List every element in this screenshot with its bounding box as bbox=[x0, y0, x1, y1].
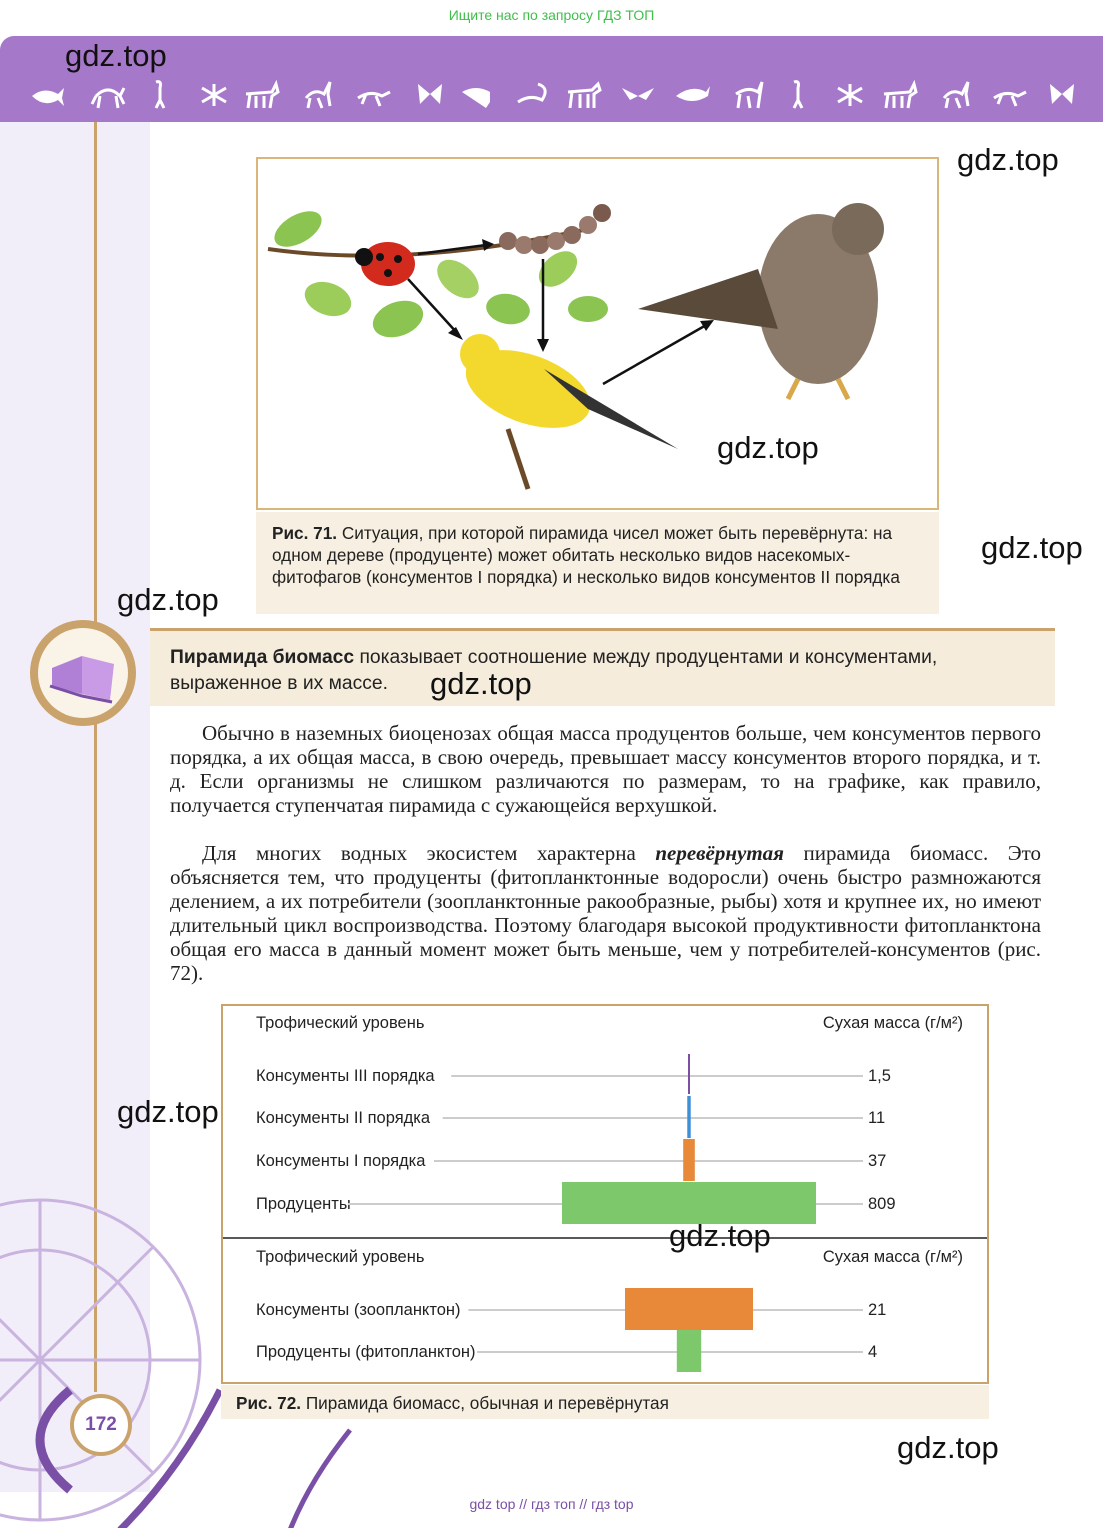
horse-icon bbox=[568, 84, 600, 108]
branch-with-leaves bbox=[268, 204, 608, 344]
dolphin-icon bbox=[676, 86, 710, 101]
category-label: Консументы (зоопланктон) bbox=[256, 1301, 461, 1319]
fish-icon bbox=[32, 88, 64, 106]
page-number: 172 bbox=[74, 1398, 128, 1452]
watermark: gdz.top bbox=[897, 1430, 999, 1465]
paragraph-2-end: пирамида биомасс. Это объясняется тем, что продуценты (фитопланктонные водоросли) очень быстро размножаются делением, а их потребители (зоопланктонные ракообразные, рыбы) хотя и крупнее их, но имеют длительный цикл воспроизводства. Поэтому благодаря высокой продуктивности фитопланктона общая его масса в данный момент может быть меньше, чем у потребителей-консументов (рис. 72). bbox=[170, 841, 1041, 985]
watermark: gdz.top bbox=[669, 1218, 771, 1253]
category-label: Консументы I порядка bbox=[256, 1152, 426, 1170]
top-banner: Ищите нас по запросу ГДЗ ТОП bbox=[448, 7, 655, 23]
watermark: gdz.top bbox=[957, 142, 1059, 177]
insect-icon bbox=[202, 84, 226, 106]
definition-box bbox=[150, 628, 1055, 706]
hawk-icon bbox=[638, 203, 884, 399]
figure-72-caption bbox=[221, 1385, 989, 1419]
animal-silhouettes bbox=[28, 78, 1088, 112]
watermark: gdz.top bbox=[65, 38, 167, 73]
bear-icon bbox=[462, 88, 490, 108]
value-label: 4 bbox=[868, 1343, 878, 1361]
value-label: 37 bbox=[868, 1152, 887, 1170]
paragraph-2-emphasis: перевёрнутая bbox=[655, 841, 784, 865]
body-paragraph-2 bbox=[170, 841, 1041, 985]
watermark: gdz.top bbox=[117, 1094, 219, 1129]
watermark: gdz.top bbox=[717, 430, 819, 465]
footer-text[interactable]: gdz top // гдз топ // гдз top bbox=[469, 1496, 634, 1512]
figure-71-caption-text: Ситуация, при которой пирамида чисел может быть перевёрнута: на одном дереве (продуценте) может обитать несколько видов насекомых-фитофагов (консументов I порядка) и несколько видов консументов II порядка bbox=[272, 523, 900, 587]
definition-term: Пирамида биомасс bbox=[170, 647, 355, 668]
paragraph-2-start: Для многих водных экосистем характерна bbox=[202, 841, 636, 865]
watermark: gdz.top bbox=[430, 666, 532, 701]
heron2-icon bbox=[794, 82, 802, 108]
axis-label-trophic-level: Трофический уровень bbox=[256, 1248, 425, 1266]
rabbit-icon bbox=[306, 82, 330, 108]
ladybug-icon bbox=[355, 242, 415, 286]
page-number-badge bbox=[70, 1394, 132, 1456]
value-label: 11 bbox=[868, 1109, 886, 1127]
figure-71-caption bbox=[256, 512, 939, 614]
food-chain-illustration bbox=[258, 159, 937, 508]
butterfly-icon bbox=[418, 84, 442, 104]
axis-label-dry-mass: Сухая масса (г/м²) bbox=[822, 1014, 963, 1032]
value-label: 21 bbox=[868, 1301, 887, 1319]
book-badge bbox=[30, 620, 136, 726]
category-label: Продуценты (фитопланктон) bbox=[256, 1343, 476, 1361]
figure-71-illustration bbox=[256, 157, 939, 510]
rabbit2-icon bbox=[944, 82, 968, 108]
lizard2-icon bbox=[994, 92, 1026, 106]
butterfly2-icon bbox=[1050, 84, 1074, 104]
bar bbox=[625, 1288, 753, 1330]
caterpillar-icon bbox=[499, 204, 611, 254]
watermark: gdz.top bbox=[981, 530, 1083, 565]
value-label: 809 bbox=[868, 1195, 896, 1213]
bar bbox=[683, 1139, 695, 1181]
crab-icon bbox=[92, 88, 124, 108]
lizard-icon bbox=[358, 92, 390, 106]
figure-72-chart-frame bbox=[221, 1004, 989, 1384]
footer-links bbox=[0, 1496, 1103, 1528]
bar bbox=[687, 1096, 690, 1138]
heron-icon bbox=[156, 82, 164, 108]
value-label: 1,5 bbox=[868, 1067, 891, 1085]
category-label: Консументы III порядка bbox=[256, 1067, 435, 1085]
deer-icon bbox=[246, 84, 278, 108]
figure-72-caption-text: Пирамида биомасс, обычная и перевёрнутая bbox=[305, 1393, 669, 1413]
figure-71-label: Рис. 71. bbox=[272, 523, 338, 543]
category-label: Консументы II порядка bbox=[256, 1109, 431, 1127]
deer2-icon bbox=[884, 84, 916, 108]
animal-silhouette-row bbox=[28, 78, 1088, 112]
insect2-icon bbox=[838, 84, 862, 106]
biomass-pyramid-chart bbox=[223, 1006, 987, 1382]
bar bbox=[677, 1330, 701, 1372]
definition-text: показывает соотношение между продуцентами и консументами, выраженное в их массе. bbox=[170, 647, 938, 694]
axis-label-trophic-level: Трофический уровень bbox=[256, 1014, 425, 1032]
paragraph-2 bbox=[170, 841, 1041, 985]
body-paragraph-1 bbox=[170, 721, 1041, 817]
watermark: gdz.top bbox=[117, 582, 219, 617]
bird-flying-icon bbox=[622, 88, 654, 100]
paragraph-1: Обычно в наземных биоценозах общая масса продуцентов больше, чем консументов первого порядка, а их общая масса, в свою очередь, превышает массу консументов второго порядка, и т. д. Если организмы не слишком различаются по размерам, то на графике, как правило, получается ступенчатая пирамида с сужающейся верхушкой. bbox=[170, 721, 1041, 817]
figure-72-label: Рис. 72. bbox=[236, 1393, 302, 1413]
scorpion-icon bbox=[518, 84, 545, 102]
axis-label-dry-mass: Сухая масса (г/м²) bbox=[822, 1248, 963, 1266]
yellow-bird-icon bbox=[455, 334, 678, 489]
open-book-icon bbox=[38, 628, 128, 718]
category-label: Продуценты bbox=[256, 1195, 351, 1213]
goat-icon bbox=[736, 82, 762, 108]
